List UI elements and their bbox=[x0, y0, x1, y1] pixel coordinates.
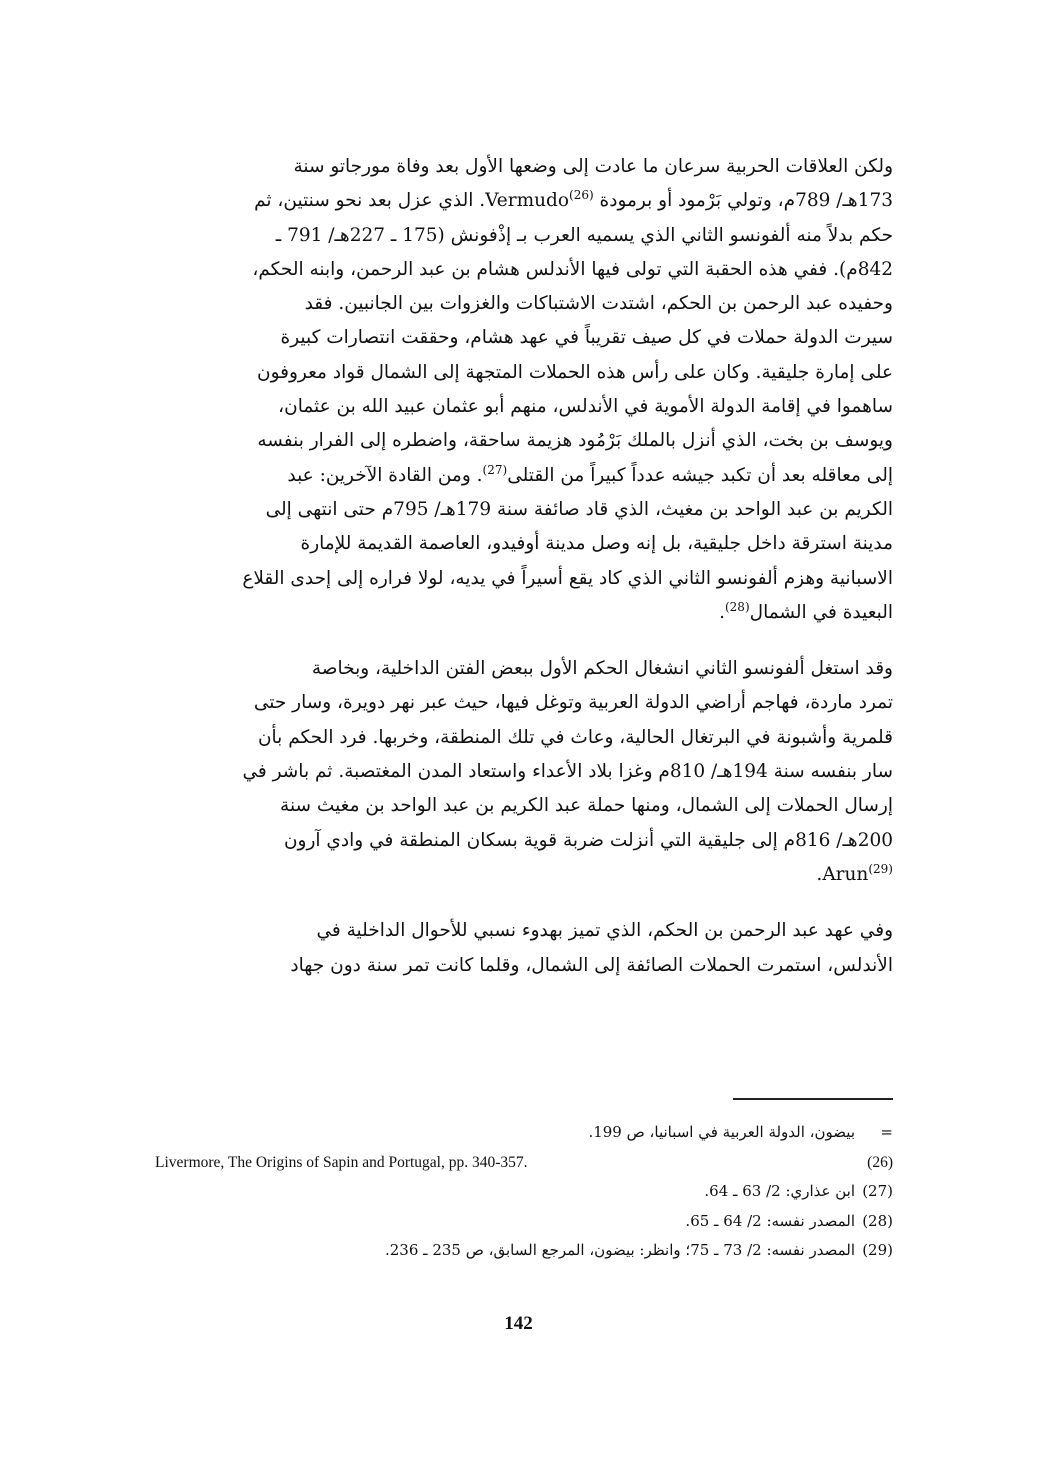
footnotes bbox=[155, 1118, 893, 1266]
paragraph-3 bbox=[155, 914, 893, 983]
footnote-ref-27[interactable]: (27) bbox=[482, 462, 508, 477]
footnote-text: المصدر نفسه: 2/ 73 ـ 75؛ وانظر: بيضون، المرجع السابق، ص 235 ـ 236. bbox=[384, 1241, 855, 1259]
text-line: البعيدة في الشمال$^{(28)}$. bbox=[719, 599, 893, 623]
text-line: سيرت الدولة حملات في كل صيف تقريباً في عهد هشام، وحققت انتصارات كبيرة bbox=[280, 327, 893, 349]
text-line: إرسال الحملات إلى الشمال، ومنها حملة عبد الكريم بن عبد الواحد بن مغيث سنة bbox=[280, 795, 893, 817]
footnote-28 bbox=[155, 1207, 893, 1237]
footnote-29 bbox=[155, 1236, 893, 1266]
text-line: وفي عهد عبد الرحمن بن الحكم، الذي تميز بهدوء نسبي للأحوال الداخلية في bbox=[316, 920, 893, 942]
footnote-ref-28[interactable]: (28) bbox=[724, 599, 750, 614]
footnote-ref-29[interactable]: (29) bbox=[868, 861, 893, 876]
footnote-marker: (27) bbox=[862, 1182, 893, 1200]
text-line: إلى معاقله بعد أن تكبد جيشه عدداً كبيراً من القتلى$^{(27)}$. ومن القادة الآخرين: عبد bbox=[287, 462, 893, 486]
footnote-marker: (29) bbox=[862, 1241, 893, 1259]
text-line: وقد استغل ألفونسو الثاني انشغال الحكم الأول ببعض الفتن الداخلية، وبخاصة bbox=[311, 658, 893, 680]
footnote-text: المصدر نفسه: 2/ 64 ـ 65. bbox=[685, 1211, 855, 1230]
text-line: حكم بدلاً منه ألفونسو الثاني الذي يسميه العرب بـ إذْفونش (175 ـ 227هـ/ 791 ـ bbox=[275, 224, 893, 246]
page-number: 142 bbox=[504, 1313, 533, 1334]
text-line: الكريم بن عبد الواحد بن مغيث، الذي قاد صائفة سنة 179هـ/ 795م حتى انتهى إلى bbox=[265, 498, 893, 520]
footnote-continued bbox=[155, 1118, 893, 1148]
text-line: مدينة استرقة داخل جليقية، بل إنه وصل مدينة أوفيدو، العاصمة القديمة للإمارة bbox=[300, 533, 893, 555]
text-line: ولكن العلاقات الحربية سرعان ما عادت إلى وضعها الأول بعد وفاة مورجاتو سنة bbox=[293, 156, 893, 177]
text-line: Arun$^{(29)}$. bbox=[816, 861, 893, 885]
text-line: قلمرية وأشبونة في البرتغال الحالية، وعاث في تلك المنطقة، وخربها. فرد الحكم بأن bbox=[257, 726, 893, 748]
text-line: 173هـ/ 789م، وتولي بَرْمود أو برمودة Vermudo$^{(26)}$. الذي عزل بعد نحو سنتين، ثم bbox=[254, 188, 893, 212]
footnote-text: بيضون، الدولة العربية في اسبانيا، ص 199. bbox=[588, 1123, 855, 1141]
footnote-ref-26[interactable]: (26) bbox=[569, 188, 594, 203]
text-line: الأندلس، استمرت الحملات الصائفة إلى الشمال، وقلما كانت تمر سنة دون جهاد bbox=[290, 954, 893, 976]
text-line: تمرد ماردة، فهاجم أراضي الدولة العربية وتوغل فيها، حيث عبر نهر دويرة، وسار حتى bbox=[253, 692, 893, 714]
paragraph-1 bbox=[155, 150, 893, 630]
text-line: وحفيده عبد الرحمن بن الحكم، اشتدت الاشتباكات والغزوات بين الجانبين. فقد bbox=[304, 293, 893, 315]
text-line: 200هـ/ 816م إلى جليقية التي أنزلت ضربة قوية بسكان المنطقة في وادي آرون bbox=[283, 829, 893, 851]
text-line: ويوسف بن بخت، الذي أنزل بالملك بَرْمُود هزيمة ساحقة، واضطره إلى الفرار بنفسه bbox=[257, 430, 893, 452]
footnote-text: ابن عذاري: 2/ 63 ـ 64. bbox=[704, 1182, 855, 1200]
footnote-separator bbox=[733, 1098, 893, 1100]
footnote-26 bbox=[155, 1148, 893, 1178]
text-line: على إمارة جليقية. وكان على رأس هذه الحملات المتجهة إلى الشمال قواد معروفون bbox=[256, 361, 893, 383]
footnote-marker: (26) bbox=[867, 1153, 893, 1171]
footnote-text: Livermore, The Origins of Sapin and Portugal, pp. 340-357. bbox=[155, 1153, 528, 1171]
footnote-27 bbox=[155, 1177, 893, 1207]
text-line: 842م). ففي هذه الحقبة التي تولى فيها الأندلس هشام بن عبد الرحمن، وابنه الحكم، bbox=[252, 258, 893, 280]
paragraph-2 bbox=[155, 652, 893, 892]
footnote-marker: = bbox=[880, 1123, 893, 1141]
footnote-marker: (28) bbox=[862, 1211, 893, 1230]
text-line: ساهموا في إقامة الدولة الأموية في الأندلس، منهم أبو عثمان عبيد الله بن عثمان، bbox=[278, 396, 893, 418]
main-text bbox=[155, 150, 893, 1005]
text-line: الاسبانية وهزم ألفونسو الثاني الذي كاد يقع أسيراً في يديه، لولا فراره إلى إحدى القلاع bbox=[242, 567, 893, 589]
text-line: سار بنفسه سنة 194هـ/ 810م وغزا بلاد الأعداء واستعاد المدن المغتصبة. ثم باشر في bbox=[242, 761, 893, 783]
